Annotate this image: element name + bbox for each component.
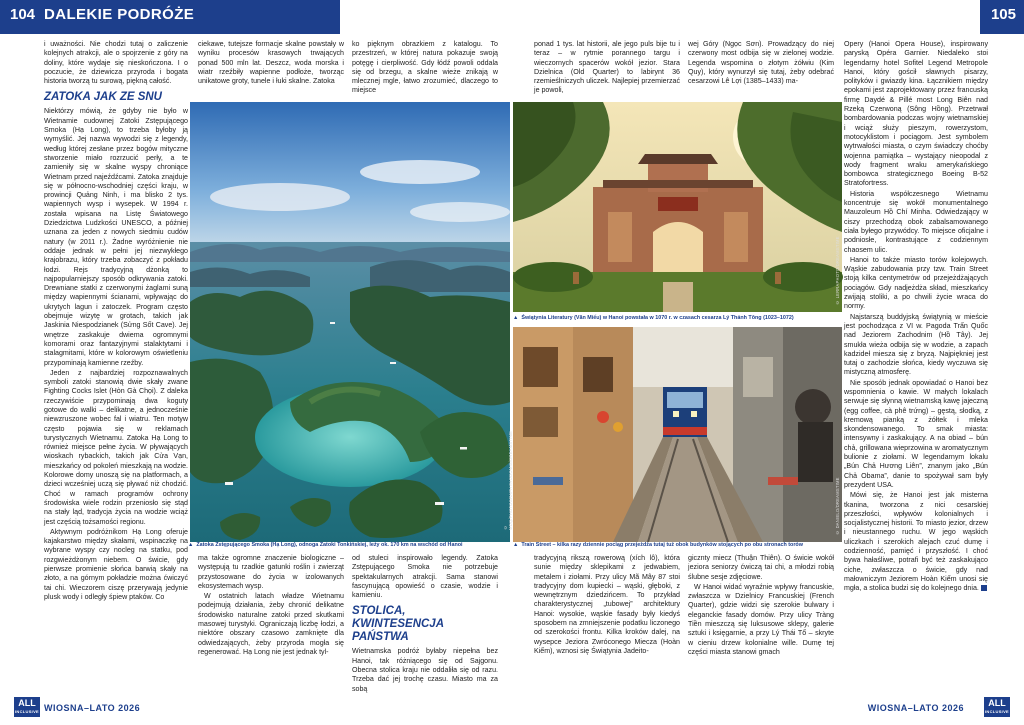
temple-illustration [513, 102, 842, 312]
column-6: Opery (Hanoi Opera House), inspirowany paryską Opéra Garnier. Niedaleko stoi legendarny hotel Sofitel Legend Metropole Hanoi, który gościł sławnych pisarzy, polityków i gwiazdy kina. Łącznikiem między epokami jest zaprojektowany przez francuską firmę Daydé & Pillé most Long Biên nad Rzeką Czerwoną (Sông Hồng). Przetrwał bombardowania podczas wojny wietnamskiej i wciąż służy pieszym, rowerzystom, motocyklistom i pociągom. Jest symbolem wytrwałości miasta, o czym świadczy choćby wojenna pamiątka – wystający nieopodal z wody fragment wraku amerykańskiego bombowca strategicznego Boeing B-52 Stratofortress. Historia współczesnego Wietnamu koncentruje się wokół monumentalnego Mauzoleum Hồ Chí Minha. Odwiedzający w ciszy przechodzą obok zabalsamowanego ciała byłego przywódcy. To miejsce oficjalne i podniosłe, kontrastujące z codziennym chaosem ulic. Hanoi to także miasto torów kolejowych. Wąskie zabudowania przy tzw. Train Street stoją kilka centymetrów od przejeżdżających pociągów. Gdy nadjeżdża skład, mieszkańcy zwijają stoliki, a po chwili życie wraca do normy. Najstarszą buddyjską świątynią w mieście jest pochodząca z VI w. Pagoda Trấn Quốc nad Jeziorem Zachodnim (Hồ Tây). Jej smukła wieża odbija się w wodzie, a zapach kadzideł miesza się z bryzą. Najpiękniej jest tutaj o zachodzie słońca, kiedy wyczuwa się mistyczną atmosferę. Nie sposób jednak opowiadać o Hanoi bez wspomnienia o kawie. W małych lokalach serwuje się słynną wietnamską kawę jajeczną (egg coffee, cà phê trứng) – gęstą, słodką, z kremową pianką z żółtek i mleka skondensowanego. To smak miasta: intensywny i zaskakujący. A na obiad – bún chả, grillowana wieprzowina w aromatycznym bulionie z ziołami. W legendarnym lokalu „Bún Chả Hương Liên”, znanym jako „Bún Chả Obama”, danie to spożywał sam były prezydent USA. Mówi się, że Hanoi jest jak misterna tkanina, tworzona z nici cesarskiej przeszłości, wpływów kolonialnych i socjalistycznej historii. To miasto jezior, drzew i nieustannego ruchu. W jego wąskich uliczkach i szerokich alejach czuć dumę i codzienność, pamięć i przyszłość. I choć bywa hałaśliwe, potrafi być też zaskakująco ciche, zwłaszcza o świcie, gdy nad małowniczym Jeziorem Hoàn Kiếm unosi się mgła, a stolica budzi się do kolejnego dnia. [844, 40, 988, 593]
credit-bay: © MDQ/PHOTOGRAPHYHODOMIS/DREAMSTIME [503, 430, 513, 530]
halong-bay-illustration [190, 102, 510, 542]
footer-left: WIOSNA–LATO 2026 [44, 703, 141, 713]
paragraph: Niektórzy mówią, że gdyby nie było w Wietnamie cudownej Zatoki Zstępującego Smoka (Hạ Long), to trzeba byłoby ją wymyślić. Jej nazwa wywodzi się z legendy, według której zesłane przez bogów mityczne stworzenie miało rozrzucić perły, a te zamieniły się w skalne wyspy chroniące Wietnam przed najeźdźcami. Zatoka znajduje się w północno-wschodniej części kraju, w prowincji Quảng Ninh, i ma blisko 2 tys. wapiennych wysp i wysepek. W 1994 r. została wpisana na Listę Światowego Dziedzictwa Ludzkości UNESCO, a później uznana za jeden z nowych siedmiu cudów natury (w 2011 r.). Żadne wyróżnienie nie oddaje jednak w pełni jej niezwykłego krajobrazu, który trzeba zobaczyć z pokładu łodzi. Rejs tradycyjną dżonką to najpopularniejszy sposób odkrywania zatoki. Drewniane statki z czerwonymi żaglami suną między wapiennymi ścianami, wpływając do ukrytych lagun i zatoczek. Program często obejmuje wizytę w grotach, takich jak Jaskinia Niespodzianek (Sửng Sốt Cave). Jej wnętrze zaskakuje dwiema ogromnymi komorami oraz fantazyjnymi stalaktytami i stalagmitami, które w kolorowym oświetleniu przypominają kamienne rzeźby. [44, 107, 188, 367]
paragraph: Jeden z najbardziej rozpoznawalnych symboli zatoki stanowią dwie skały zwane Fighting Cocks Islet (Hòn Gà Chọi). Z daleka rzeczywiście przypominają dwa koguty gotowe do walki – delikatne, a jednocześnie niewzruszone wobec fal i wiatru. Ten motyw często pojawia się w reklamach turystycznych Wietnamu. Zatoka Hạ Long to również miejsce pełne życia. W pływających wioskach rybackich, takich jak Cửa Vạn, mieszkańcy od pokoleń mieszkają na wodzie. Kolorowe domy unoszą się na platformach, a dzieci wcześniej uczą się pływać niż chodzić. Choć w ramach programów ochrony środowiska wiele rodzin przeniosło się stąd na stały ląd, tradycja życia na wodzie wciąż jest częścią tożsamości regionu. [44, 368, 188, 526]
column-5-bottom: gicznty miecz (Thuận Thiên). O świcie wokół jeziora seniorzy ćwiczą tai chi, a młodzi robią ślubne sesje zdjęciowe. W Hanoi widać wyraźnie wpływy francuskie, zwłaszcza w Dzielnicy Francuskiej (French Quarter), gdzie widzi się szerokie bulwary i eleganckie fasady domów. Przy ulicy Tràng Tiền mieszczą się luksusowe sklepy, galerie sztuki i księgarnie, a przy Lý Thái Tổ – skryte w cieniu drzew kolonialne wille. Dumę tej części miasta stanowi gmach [688, 554, 834, 656]
caption-halong: ▲ Zatoka Zstępującego Smoka (Hạ Long), odnoga Zatoki Tonkińskiej, leży ok. 170 km na wschód od Hanoi [188, 542, 463, 548]
column-3-bottom: od stuleci inspirowało legendy. Zatoka Zstępującego Smoka nie potrzebuje spektakularnych atrakcji. Sama stanowi fascynującą opowieść o czasie, wodzie i kamieniu. STOLICA, KWINTESENCJA PAŃSTWA Wietnamska podróż byłaby niepełna bez Hanoi, tak różniącego się od Sajgonu. Obecna stolica kraju nie oddaliła się od razu. Trzeba dać jej trochę czasu. Miasto ma za sobą [352, 554, 498, 693]
end-mark [981, 585, 987, 591]
heading-stolica: STOLICA, KWINTESENCJA PAŃSTWA [352, 605, 445, 644]
paragraph: Aktywnym podróżnikom Hạ Long oferuje kajakarstwo między skałami, wspinaczkę na wybrane wyspy czy nocleg na statku, pod rozgwieżdżonym niebem. O świcie, gdy pierwsze promienie słońca barwią skały na złoto, a na górnym pokładzie można ćwiczyć tai chi. Wieczorem ciszę przerywają jedynie plusk wody i odległy śpiew ptaków. Co [44, 527, 188, 601]
heading-zatoka: ZATOKA JAK ZE SNU [44, 91, 162, 104]
column-2-bottom: ma także ogromne znaczenie biologiczne – występują tu rzadkie gatunki roślin i zwierząt przystosowane do życia w izolowanych ekosystemach wysp. W ostatnich latach władze Wietnamu podejmują działania, żeby chronić delikatne środowisko naturalne zatoki przed skutkami masowej turystyki. Ograniczają liczbę łodzi, a niektóre obszary czasowo zamknięte dla odwiedzających, żeby przyroda mogła się regenerować. Hạ Long nie jest jednak tyl- [198, 554, 344, 656]
paragraph: i uważności. Nie chodzi tutaj o zaliczenie kolejnych atrakcji, ale o spojrzenie z góry na doliny, które wydaje się nieskończona. I o poczucie, że dziewicza przyroda i bogata historia tworzą tu surową, piękną całość. [44, 40, 188, 86]
column-1 [44, 40, 188, 668]
page-number-left: 104 [10, 6, 36, 23]
photo-temple-of-literature [513, 102, 842, 312]
column-4-bottom: tradycyjną rikszą rowerową (xích lô), która sunie między sklepikami z jedwabiem, metalem i ziołami. Przy ulicy Mã Mây 87 stoi tradycyjny dom kupiecki – wąski, głęboki, z wewnętrznym dziedzińcem. To przykład charakterystycznej „tubowej” architektury Hanoi: wysokie, wąskie fasady były kiedyś sposobem na zmniejszenie podatku liczonego od szerokości frontu. Kilka kroków dalej, na wysepce Jeziora Zwróconego Miecza (Hoàn Kiếm), wznosi się Świątynia Jadeito- [534, 554, 680, 655]
caption-train: ▲ Train Street – kilka razy dziennie pociąg przejeżdża tutaj tuż obok budynków stojących po obu stronach torów [513, 542, 803, 548]
photo-train-street [513, 327, 842, 542]
column-3-top: ko pięknym obrazkiem z katalogu. To przestrzeń, w której natura pokazuje swoją potęgę i cierpliwość. Gdy łódź powoli oddala się od brzegu, a skalne wieże znikają w mlecznej mgle, łatwo zrozumieć, dlaczego to miejsce [352, 40, 498, 95]
train-street-illustration [513, 327, 842, 542]
credit-temple: © LERRAPHOTO/DREAMSTIME [835, 236, 840, 305]
header-right-bar [980, 0, 1024, 34]
photo-halong-bay [190, 102, 510, 542]
column-4-top: ponad 1 tys. lat historii, ale jego puls bije tu i teraz – w rytmie porannego targu i wieczornych spacerów wokół jezior. Stara Dzielnica (Old Quarter) to labirynt 36 rzemieślniczych uliczek. Najlepiej przemierzać je powoli, [534, 40, 680, 95]
column-5-top: wej Góry (Ngọc Sơn). Prowadzący do niej czerwony most odbija się w zielonej wodzie. Legenda wspomina o złotym żółwiu (Kim Quy), który wynurzył się tutaj, żeby odebrać cesarzowi Lê Lợi (1385–1433) ma- [688, 40, 834, 86]
caption-temple: ▲ Świątynia Literatury (Văn Miếu) w Hanoi powstała w 1070 r. w czasach cesarza Lý Thánh Tông (1023–1072) [513, 315, 794, 321]
page-number-right: 105 [990, 6, 1016, 23]
logo-right: ALL INCLUSIVE [984, 697, 1010, 717]
credit-train: © DANIELO/DREAMSTIME [835, 477, 840, 535]
column-2-top: ciekawe, tutejsze formacje skalne powstały w wyniku procesów krasowych trwających ponad 500 mln lat. Deszcz, woda morska i wiatr rzeźbiły wapienne podłoże, tworząc unikatowe groty, tunele i łuki skalne. Zatoka [198, 40, 344, 86]
footer-right: WIOSNA–LATO 2026 [867, 703, 964, 713]
logo-left: ALL INCLUSIVE [14, 697, 40, 717]
section-title: DALEKIE PODRÓŻE [44, 6, 195, 23]
header-left-bar [0, 0, 340, 34]
